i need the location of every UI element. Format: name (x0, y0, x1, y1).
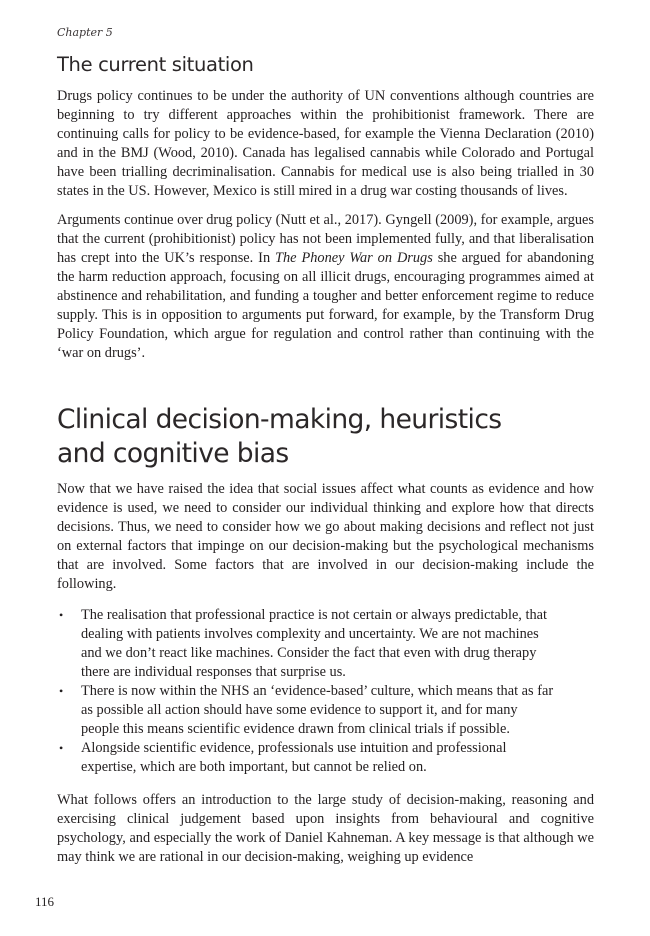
heading-line-2: and cognitive bias (57, 438, 289, 469)
paragraph-intro: Now that we have raised the idea that social issues affect what counts as evidence and how evidence is used, we need to consider our individual thinking and explore how that directs decisions. Thus, we need to consider how we go about making decisions and reflect not just on external factors that impinge on our decision-making but the psychological mechanisms that are involved. Some factors that are involved in our decision-making include the following. (57, 481, 594, 592)
page-body (57, 26, 594, 867)
running-head: Chapter 5 (57, 26, 113, 39)
section-heading-current-situation: The current situation (57, 53, 254, 76)
bullet-list (57, 606, 594, 777)
list-item (59, 682, 554, 739)
heading-line-1: Clinical decision-making, heuristics (57, 404, 502, 435)
list-item-text: Alongside scientific evidence, professionals use intuition and professional expertise, which are both important, but cannot be relied on. (81, 740, 507, 775)
paragraph-arguments-text-1: Arguments continue over drug policy (Nutt et al., 2017). Gyngell (2009), for example, argues that the current (prohibitionist) policy has not been implemented fully, and that liberalisation has crept into the UK’s response. In (57, 212, 594, 266)
list-item-text: The realisation that professional practice is not certain or always predictable, that dealing with patients involves complexity and uncertainty. We are not machines and we don’t react like machines. Consider the fact that even with drug therapy there are individual responses that surprise us. (81, 607, 547, 680)
paragraph-arguments (57, 211, 594, 363)
bullet-icon: • (59, 684, 64, 698)
book-title-phoney-war: The Phoney War on Drugs (275, 250, 433, 266)
section-heading-clinical-decision-making (57, 403, 594, 471)
paragraph-drugs-policy: Drugs policy continues to be under the authority of UN conventions although countries are beginning to try different approaches within the prohibitionist framework. There are continuing calls for policy to be evidence-based, for example the Vienna Declaration (2010) and in the BMJ (Wood, 2010). Canada has legalised cannabis while Colorado and Portugal have been trialling decriminalisation. Cannabis for medical use is also being trialled in 30 states in the US. However, Mexico is still mired in a drug war costing thousands of lives. (57, 88, 594, 199)
bullet-icon: • (59, 741, 64, 755)
paragraph-arguments-text-2: she argued for abandoning the harm reduction approach, focusing on all illicit drugs, encouraging programmes aimed at abstinence and rehabilitation, and funding a tougher and better enforcement regime to reduce supply. This is in opposition to arguments put forward, for example, by the Transform Drug Policy Foundation, which argue for regulation and control rather than continuing with the ‘war on drugs’. (57, 250, 594, 361)
list-item (59, 606, 554, 682)
list-item (59, 739, 554, 777)
paragraph-closing: What follows offers an introduction to the large study of decision-making, reasoning and exercising clinical judgement based upon insights from behavioural and cognitive psychology, and especially the work of Daniel Kahneman. A key message is that although we may think we are rational in our decision-making, weighing up evidence (57, 792, 594, 865)
list-item-text: There is now within the NHS an ‘evidence-based’ culture, which means that as far as possible all action should have some evidence to support it, and for many people this means scientific evidence drawn from clinical trials if possible. (81, 683, 554, 737)
bullet-icon: • (59, 608, 64, 622)
page-number: 116 (35, 894, 55, 909)
